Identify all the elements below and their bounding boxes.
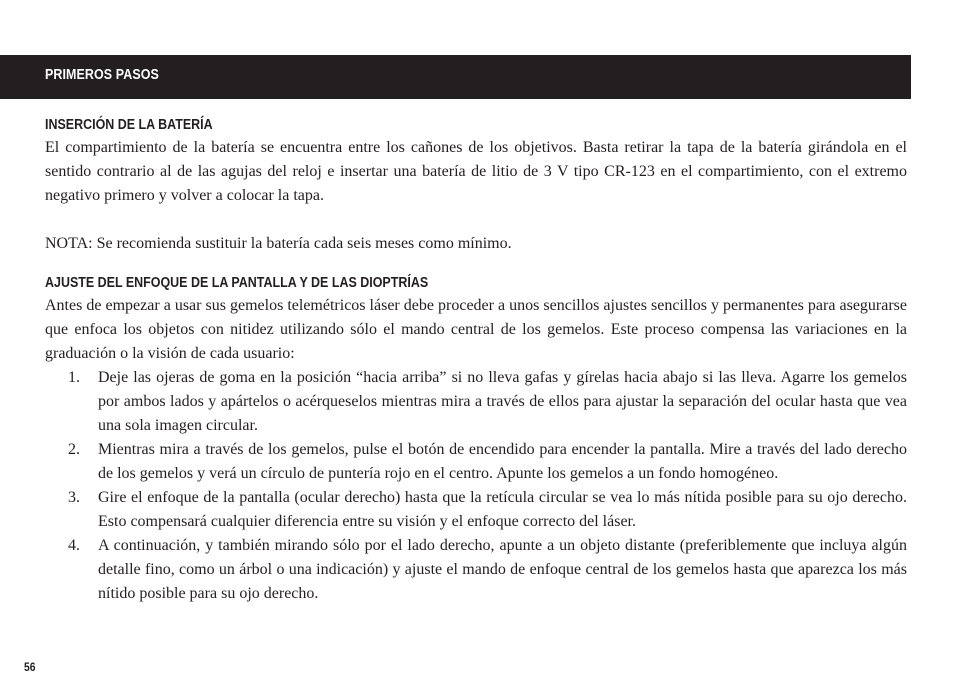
list-item xyxy=(45,438,907,486)
step-number: 2. xyxy=(68,441,80,458)
focus-steps-list xyxy=(45,366,907,606)
list-item xyxy=(45,366,907,438)
step-text: A continuación, y también mirando sólo por el lado derecho, apunte a un objeto distante (preferiblemente que incluya algún detalle fino, como un árbol o una indicación) y ajuste el mando de enfoque central de los gemelos hasta que aparezca los más nítido posible para su ojo derecho. xyxy=(98,537,907,602)
focus-intro: Antes de empezar a usar sus gemelos telemétricos láser debe proceder a unos sencillos ajustes sencillos y permanentes para asegurarse que enfoca los objetos con nitidez utilizando sólo el mando central de los gemelos. Este proceso compensa las variaciones en la graduación o la visión de cada usuario: xyxy=(45,297,907,362)
list-item xyxy=(45,486,907,534)
section-title: PRIMEROS PASOS xyxy=(45,67,159,83)
section-header-bar xyxy=(0,55,911,99)
step-number: 1. xyxy=(68,369,80,386)
battery-heading: INSERCIÓN DE LA BATERÍA xyxy=(45,117,213,133)
battery-body: El compartimiento de la batería se encuentra entre los cañones de los objetivos. Basta retirar la tapa de la batería girándola en el sentido contrario al de las agujas del reloj e insertar una batería de litio de 3 V tipo CR-123 en el compartimiento, con el extremo negativo primero y volver a colocar la tapa. xyxy=(45,139,907,204)
step-number: 3. xyxy=(68,489,80,506)
list-item xyxy=(45,534,907,606)
page-content xyxy=(45,114,907,606)
battery-note: NOTA: Se recomienda sustituir la batería cada seis meses como mínimo. xyxy=(45,235,512,252)
step-text: Mientras mira a través de los gemelos, pulse el botón de encendido para encender la pantalla. Mire a través del lado derecho de los gemelos y verá un círculo de puntería rojo en el centro. Apunte los gemelos a un fondo homogéneo. xyxy=(98,441,907,482)
step-number: 4. xyxy=(68,537,80,554)
page-number: 56 xyxy=(24,660,36,674)
step-text: Deje las ojeras de goma en la posición “hacia arriba” si no lleva gafas y gírelas hacia abajo si las lleva. Agarre los gemelos por ambos lados y apártelos o acérqueselos mientras mira a través de ellos para ajustar la separación del ocular hasta que vea una sola imagen circular. xyxy=(98,369,907,434)
step-text: Gire el enfoque de la pantalla (ocular derecho) hasta que la retícula circular se vea lo más nítida posible para su ojo derecho. Esto compensará cualquier diferencia entre su visión y el enfoque correcto del láser. xyxy=(98,489,907,530)
focus-heading: AJUSTE DEL ENFOQUE DE LA PANTALLA Y DE LAS DIOPTRÍAS xyxy=(45,275,429,291)
